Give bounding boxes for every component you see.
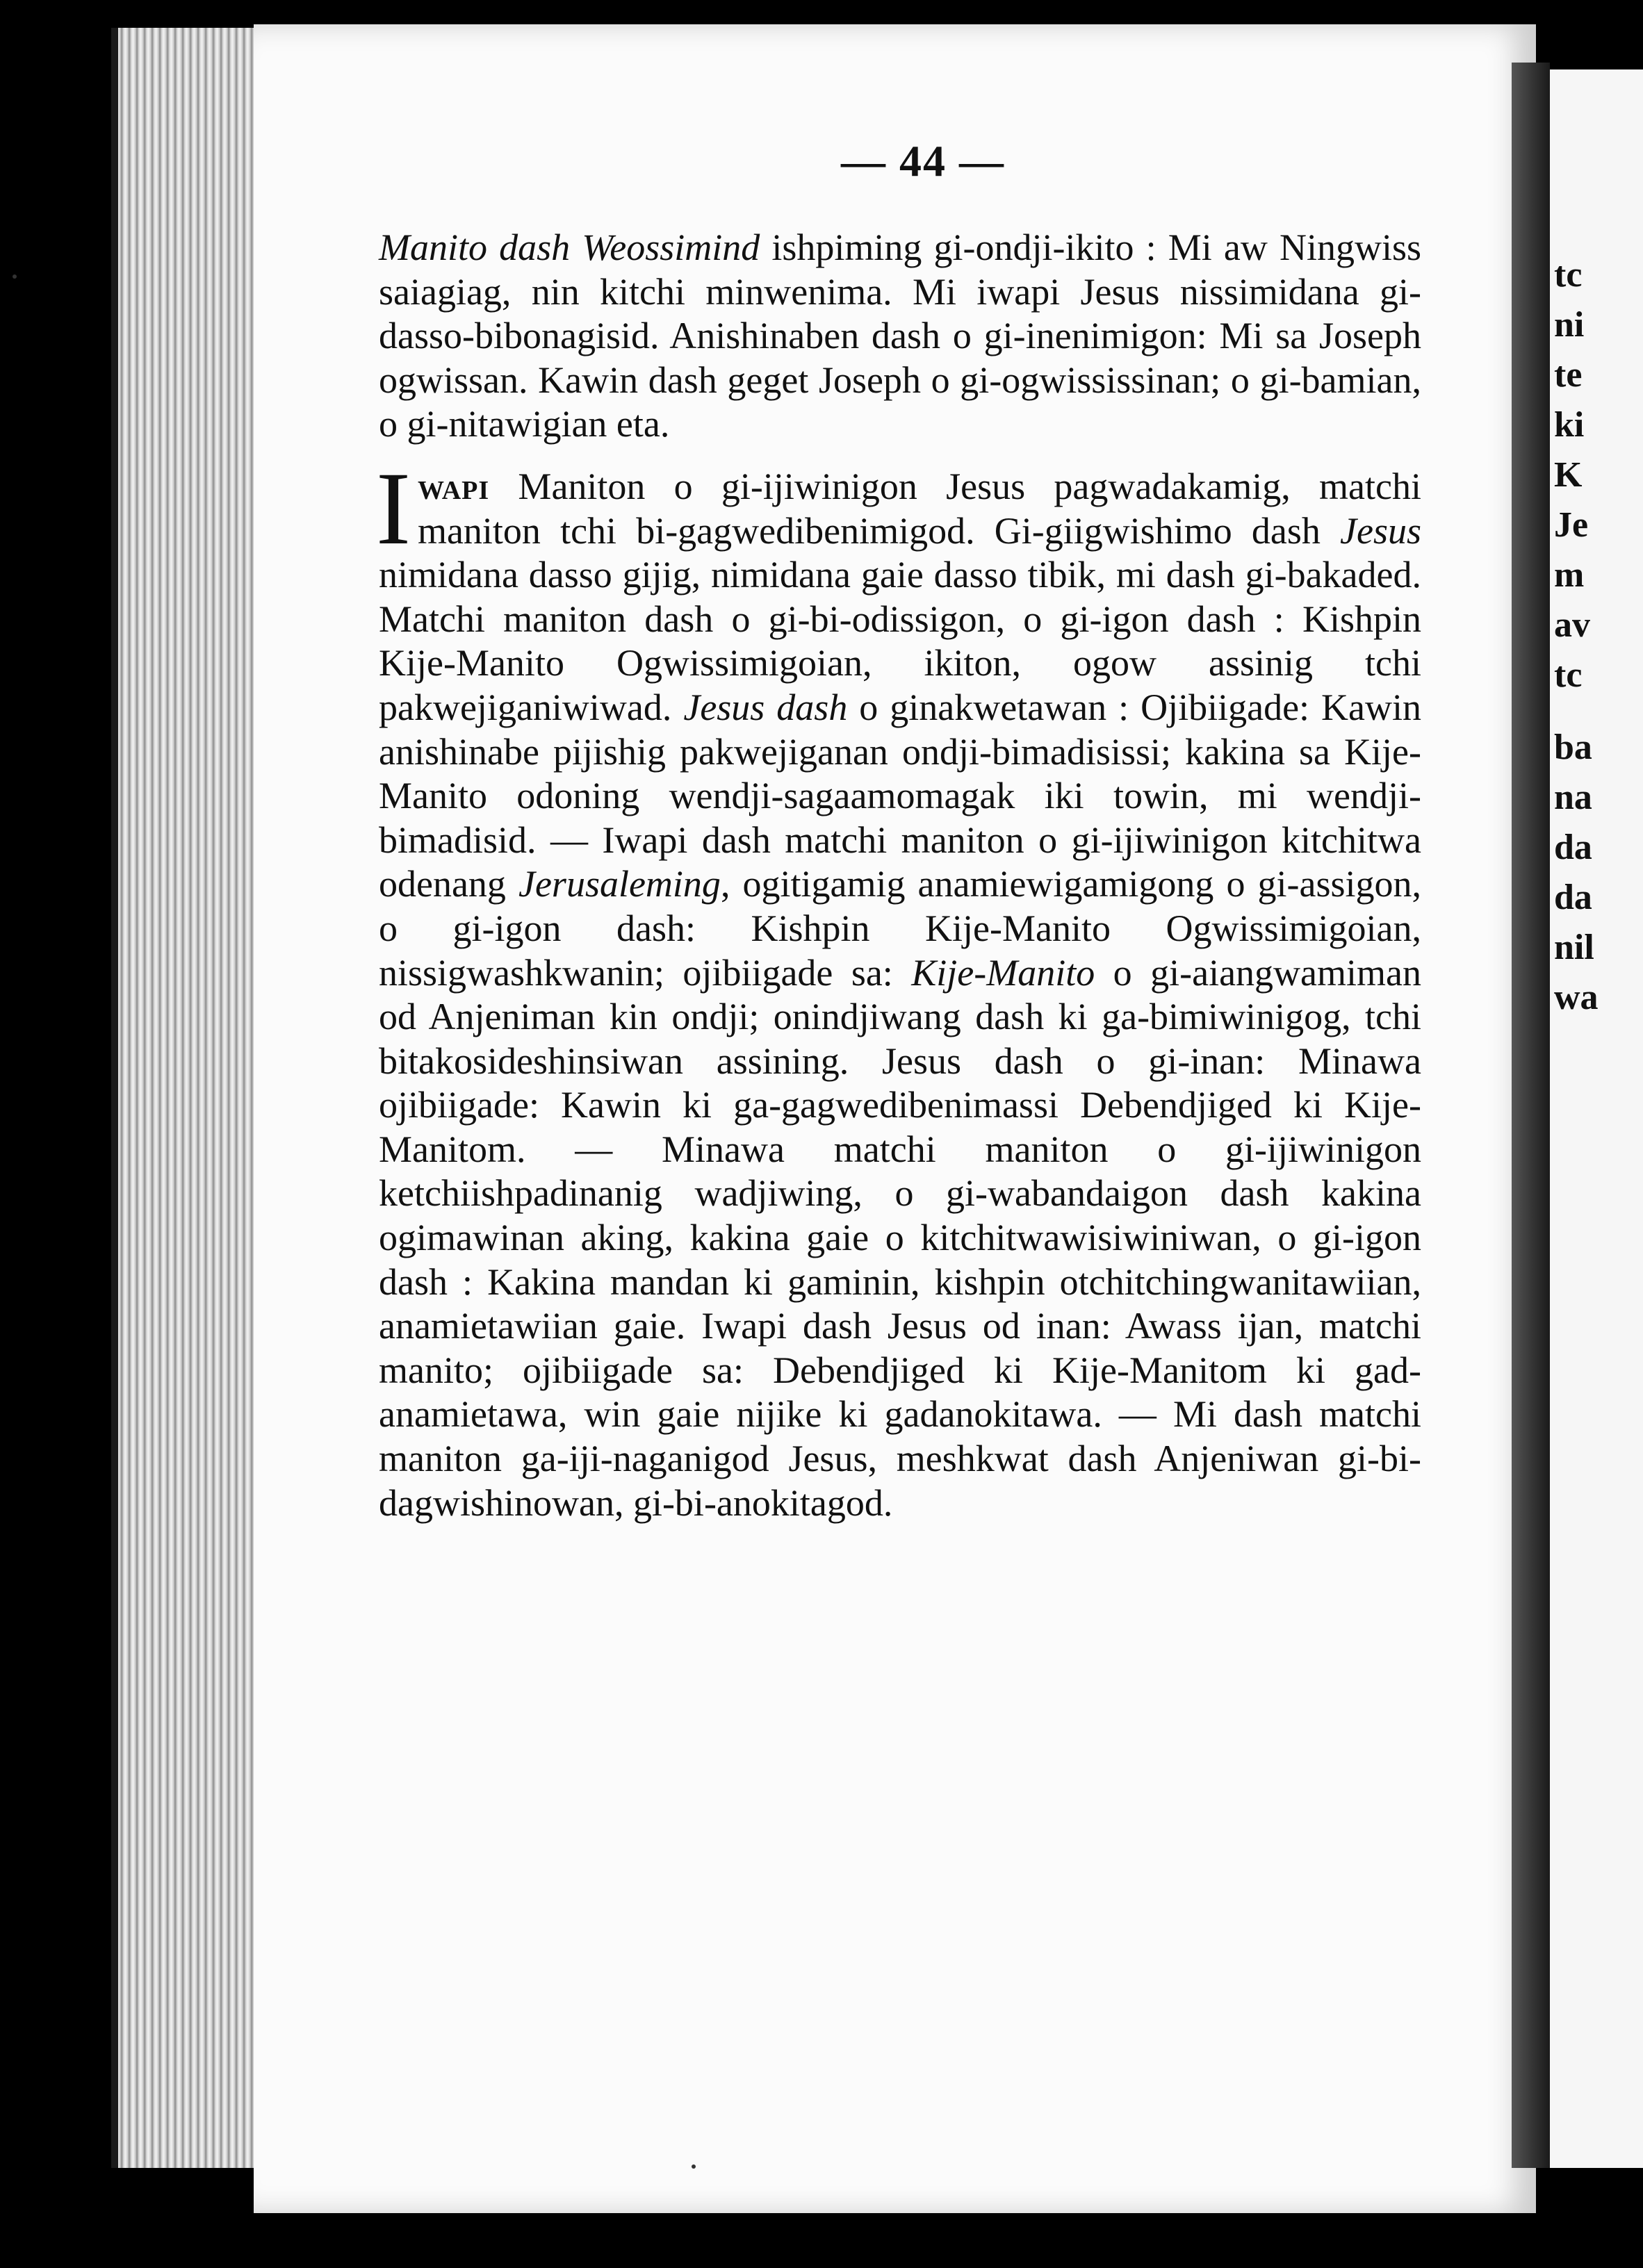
scan-speck	[692, 2164, 696, 2169]
text-run: , ogitigamig anamiewigamigong o gi-assigon, o gi-igon dash: Kishpin Kije-Manito Ogwissimigoian, nissigwashkwanin; ojibiigade sa:	[379, 863, 1422, 994]
body-text	[376, 226, 1422, 1525]
facing-page-fragment: na	[1554, 778, 1592, 817]
facing-page-fragment: nil	[1554, 928, 1594, 967]
text-run: Manito dash Weossimind	[379, 227, 760, 268]
facing-page-fragment: te	[1554, 355, 1583, 395]
book-gutter-shadow	[1512, 63, 1550, 2168]
text-run: Jerusaleming	[518, 863, 721, 905]
facing-page-fragment: wa	[1554, 978, 1599, 1017]
facing-page-fragment: Je	[1554, 505, 1589, 545]
text-run: ishpiming gi-ondji-ikito : Mi aw Ningwiss saiagiag, nin kitchi minwenima. Mi iwapi Jesus nissimidana gi-dasso-bibonagisid. Anishinaben dash o gi-inenimigon: Mi sa Joseph ogwissan. Kawin dash geget Joseph o gi-ogwississinan; o gi-bamian, o gi-nitawigian eta.	[379, 227, 1421, 445]
drop-cap: I	[376, 450, 411, 566]
facing-page-fragment: tc	[1554, 655, 1583, 695]
text-run: o ginakwetawan : Ojibiigade: Kawin anishinabe pijishig pakwejiganan ondji-bimadisissi; kakina sa Kije-Manito odoning wendji-sagaamomagak iki towin, mi wendji-bimadisid. — Iwapi dash matchi maniton o gi-ijiwinigon kitchitwa odenang	[379, 686, 1422, 905]
facing-page-fragment: K	[1554, 455, 1583, 495]
page-number: — 44 —	[841, 136, 1005, 186]
scan-speck	[13, 274, 17, 279]
facing-page-fragment: da	[1554, 828, 1592, 867]
small-caps-lead: wapi	[417, 465, 490, 507]
text-run: Jesus dash	[683, 686, 848, 728]
text-run: nimidana dasso gijig, nimidana gaie dasso tibik, mi dash gi-bakaded. Matchi maniton dash o gi-bi-odissigon, o gi-igon dash : Kishpin Kije-Manito Ogwissimigoian, ikiton, ogow assinig tchi pakwejiganiwiwad.	[379, 554, 1421, 728]
text-run: Maniton o gi-ijiwinigon Jesus pagwadakamig, matchi maniton tchi bi-gagwedibenimigod. Gi-giigwishimo dash	[417, 465, 1421, 552]
book-page-edges	[111, 28, 275, 2168]
facing-page-fragment: av	[1554, 605, 1590, 645]
facing-page-fragment: ba	[1554, 728, 1592, 767]
facing-page-fragment: ki	[1554, 405, 1585, 445]
facing-page-fragment: m	[1554, 555, 1585, 595]
facing-page-fragment: ni	[1554, 305, 1585, 345]
facing-page-edge	[1550, 69, 1643, 2168]
facing-page-fragment: tc	[1554, 255, 1583, 295]
facing-page-fragment: da	[1554, 878, 1592, 917]
text-run: Jesus	[1340, 509, 1421, 552]
text-run: Kije-Manito	[911, 951, 1095, 994]
text-run: o gi-aiangwamiman od Anjeniman kin ondji; onindjiwang dash ki ga-bimiwinigog, tchi bitakosideshinsiwan assining. Jesus dash o gi-inan: Minawa ojibiigade: Kawin ki ga-gagwedibenimassi Debendjiged ki Kije-Manitom. — Minawa matchi maniton o gi-ijiwinigon ketchiishpadinanig wadjiwing, o gi-wabandaigon dash kakina ogimawinan aking, kakina gaie o kitchitwawisiwiniwan, o gi-igon dash : Kakina mandan ki gaminin, kishpin otchitchingwanitawiian, anamietawiian gaie. Iwapi dash Jesus od inan: Awass ijan, matchi manito; ojibiigade sa: Debendjiged ki Kije-Manitom ki gad-anamietawa, win gaie nijike ki gadanokitawa. — Mi dash matchi maniton ga-iji-naganigod Jesus, meshkwat dash Anjeniwan gi-bi-dagwishinowan, gi-bi-anokitagod.	[379, 951, 1421, 1524]
paragraph-2	[376, 450, 1422, 1525]
paragraph-1	[379, 226, 1421, 447]
